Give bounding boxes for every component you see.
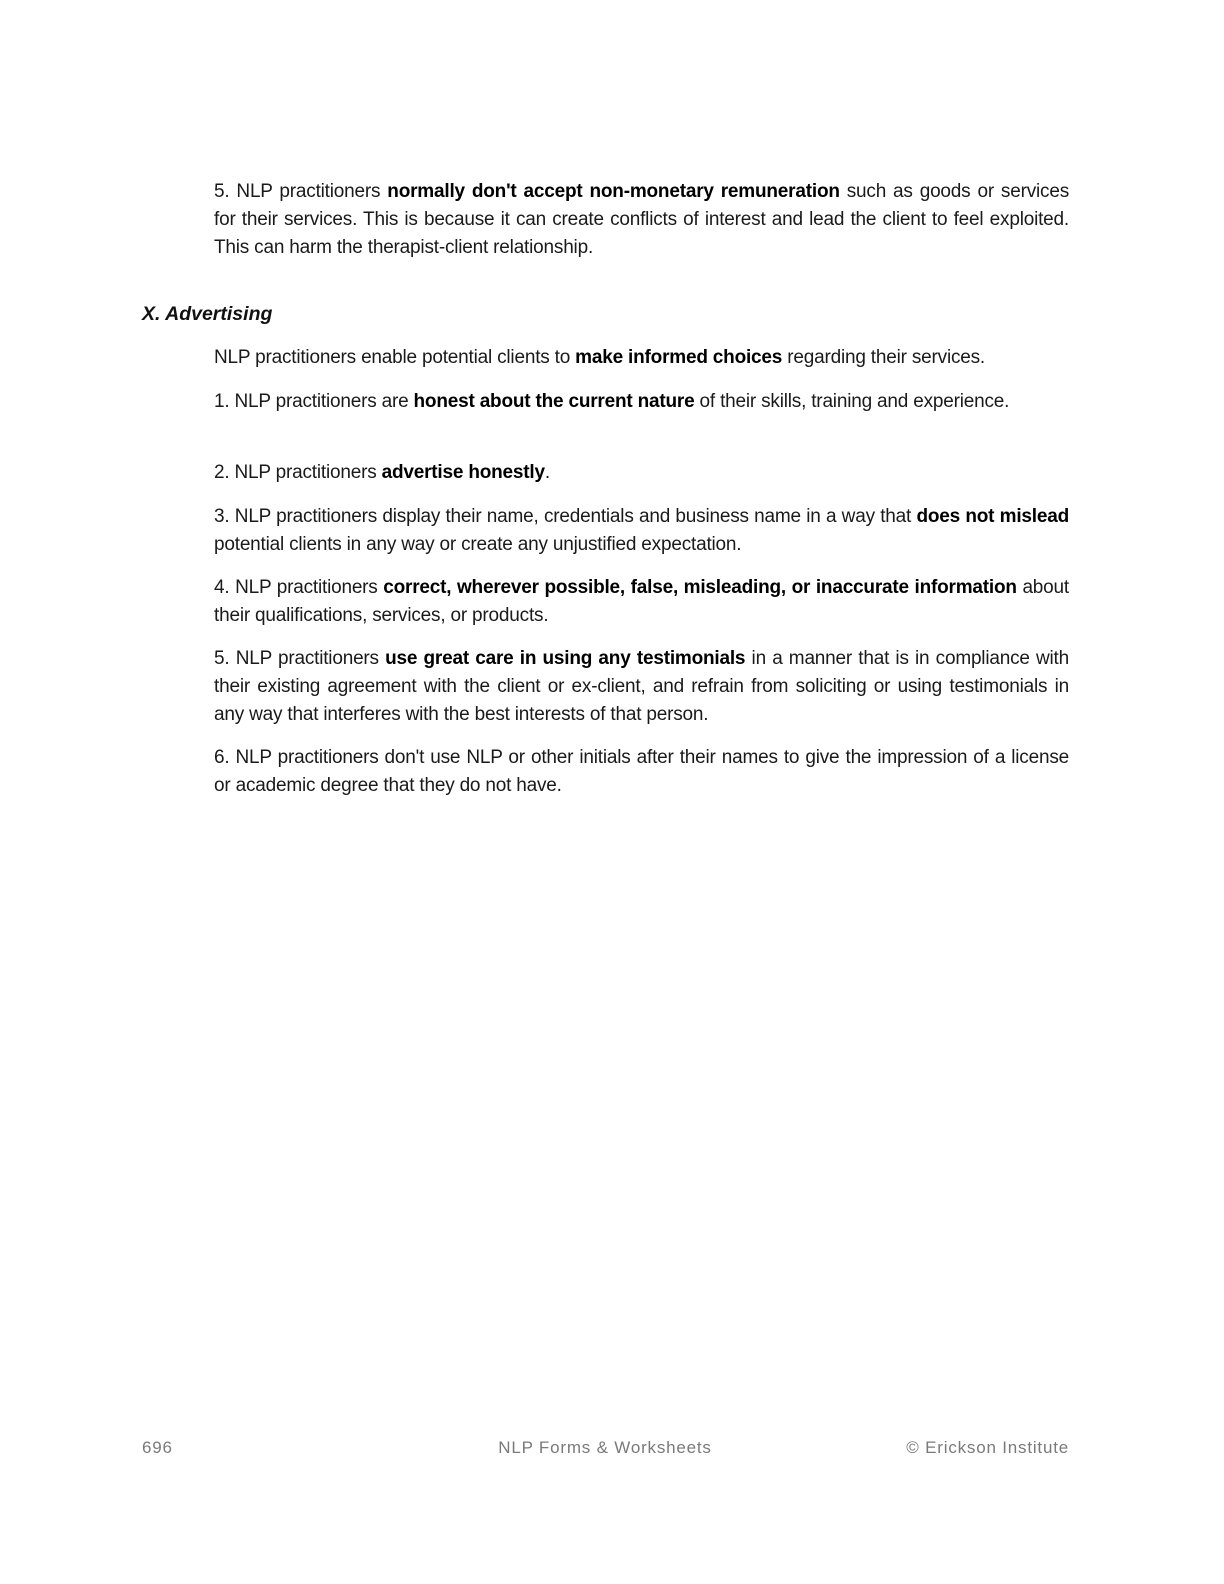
- text: of their skills, training and experience.: [694, 391, 1010, 412]
- list-item-3: [214, 503, 1069, 559]
- bold-text: normally don't accept non-monetary remuneration: [387, 181, 840, 202]
- text: 5. NLP practitioners: [214, 181, 388, 202]
- bold-text: does not mislead: [916, 506, 1069, 527]
- text: 5. NLP practitioners: [214, 648, 386, 669]
- list-item-5: [214, 645, 1069, 729]
- bold-text: use great care in using any testimonials: [385, 648, 746, 669]
- footer-page-number: 696: [142, 1438, 173, 1457]
- text: 2. NLP practitioners: [214, 462, 382, 483]
- bold-text: honest about the current nature: [413, 391, 695, 412]
- text: potential clients in any way or create any unjustified expectation.: [214, 534, 742, 555]
- paragraph-item-5-remuneration: [214, 178, 1069, 262]
- footer-copyright: © Erickson Institute: [906, 1438, 1069, 1457]
- bold-text: correct, wherever possible, false, misleading, or inaccurate information: [383, 577, 1017, 598]
- text: regarding their services.: [782, 347, 986, 368]
- section-lead-paragraph: [214, 344, 1069, 372]
- list-item-4: [214, 574, 1069, 630]
- list-item-1: [214, 388, 1069, 416]
- section-heading: X. Advertising: [142, 303, 273, 325]
- list-item-6: [214, 744, 1069, 800]
- text: 3. NLP practitioners display their name, credentials and business name in a way that: [214, 506, 917, 527]
- text: in a manner that is in compliance with their existing agreement with the client or ex-client, and refrain from soliciting or using testimonials in any way that interferes with the best interests of that person.: [214, 648, 1069, 725]
- text: NLP practitioners enable potential clients to: [214, 347, 576, 368]
- list-item-2: [214, 459, 1069, 487]
- text: .: [544, 462, 550, 483]
- text: about their qualifications, services, or products.: [214, 577, 1069, 626]
- text: 6. NLP practitioners don't use NLP or other initials after their names to give the impression of a license or academic degree that they do not have.: [214, 747, 1069, 796]
- text: 4. NLP practitioners: [214, 577, 384, 598]
- footer-title: NLP Forms & Worksheets: [498, 1438, 712, 1457]
- text: 1. NLP practitioners are: [214, 391, 414, 412]
- bold-text: make informed choices: [575, 347, 783, 368]
- bold-text: advertise honestly: [381, 462, 545, 483]
- text: such as goods or services for their services. This is because it can create conflicts of interest and lead the client to feel exploited. This can harm the therapist-client relationship.: [214, 181, 1070, 258]
